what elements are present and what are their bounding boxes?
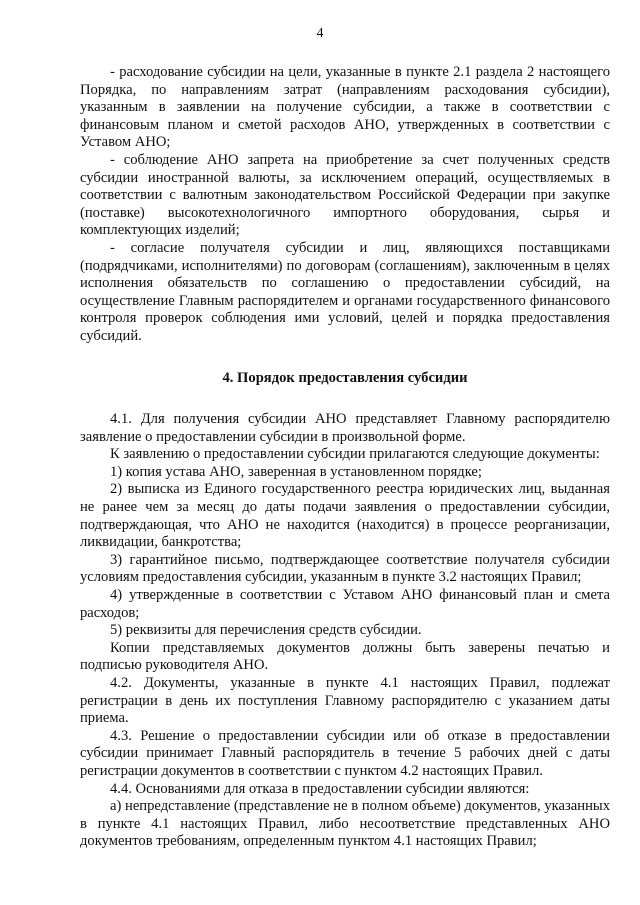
list-item: 2) выписка из Единого государственного реестра юридических лиц, выданная не ранее чем за месяц до даты подачи заявления о предоставлении субсидии, подтверждающая, что АНО не находится (находится) в процессе реорганизации, ликвидации, банкротства; [80, 481, 610, 551]
paragraph: К заявлению о предоставлении субсидии прилагаются следующие документы: [110, 446, 600, 463]
list-item: 5) реквизиты для перечисления средств субсидии. [110, 622, 422, 639]
document-body [80, 64, 610, 851]
paragraph: 4.3. Решение о предоставлении субсидии или об отказе в предоставлении субсидии принимает Главный распорядитель в течение 5 рабочих дней с даты регистрации документов в соответствии с пунктом 4.2 настоящих Правил. [80, 727, 610, 779]
paragraph: 4.1. Для получения субсидии АНО представляет Главному распорядителю заявление о предоставлении субсидии в произвольной форме. [80, 411, 610, 445]
page-number: 4 [316, 26, 324, 41]
paragraph: - согласие получателя субсидии и лиц, являющихся поставщиками (подрядчиками, исполнителями) по договорам (соглашениям), заключенным в целях исполнения обязательств по соглашению о предоставлении субсидий, на осуществление Главным распорядителем и органами государственного финансового контроля проверок соблюдения ими условий, целей и порядка предоставления субсидий. [80, 239, 610, 344]
paragraph: - соблюдение АНО запрета на приобретение за счет полученных средств субсидии иностранной валюты, за исключением операций, осуществляемых в соответствии с валютным законодательством Российской Федерации при закупке (поставке) высокотехнологичного импортного оборудования, сырья и комплектующих изделий; [80, 151, 610, 239]
list-item: 1) копия устава АНО, заверенная в установленном порядке; [110, 463, 482, 480]
list-item: а) непредставление (представление не в полном объеме) документов, указанных в пункте 4.1 настоящих Правил, либо несоответствие представленных АНО документов требованиям, определенным пунктом 4.1 настоящих Правил; [80, 798, 610, 850]
paragraph: 4.2. Документы, указанные в пункте 4.1 настоящих Правил, подлежат регистрации в день их поступления Главному распорядителю с указанием даты приема. [80, 675, 610, 727]
paragraph: 4.4. Основаниями для отказа в предоставлении субсидии являются: [110, 780, 530, 797]
list-item: 4) утвержденные в соответствии с Уставом АНО финансовый план и смета расходов; [80, 587, 610, 621]
list-item: 3) гарантийное письмо, подтверждающее соответствие получателя субсидии условиям предоставления субсидии, указанным в пункте 3.2 настоящих Правил; [80, 551, 610, 586]
paragraph: - расходование субсидии на цели, указанные в пункте 2.1 раздела 2 настоящего Порядка, по направлениям затрат (направлениям расходования субсидии), указанным в заявлении на получение субсидии, а также в соответствии с финансовым планом и сметой расходов АНО, утвержденных в соответствии с Уставом АНО; [80, 64, 610, 151]
section-heading: 4. Порядок предоставления субсидии [222, 369, 468, 386]
paragraph: Копии представляемых документов должны быть заверены печатью и подписью руководителя АНО. [80, 639, 610, 674]
